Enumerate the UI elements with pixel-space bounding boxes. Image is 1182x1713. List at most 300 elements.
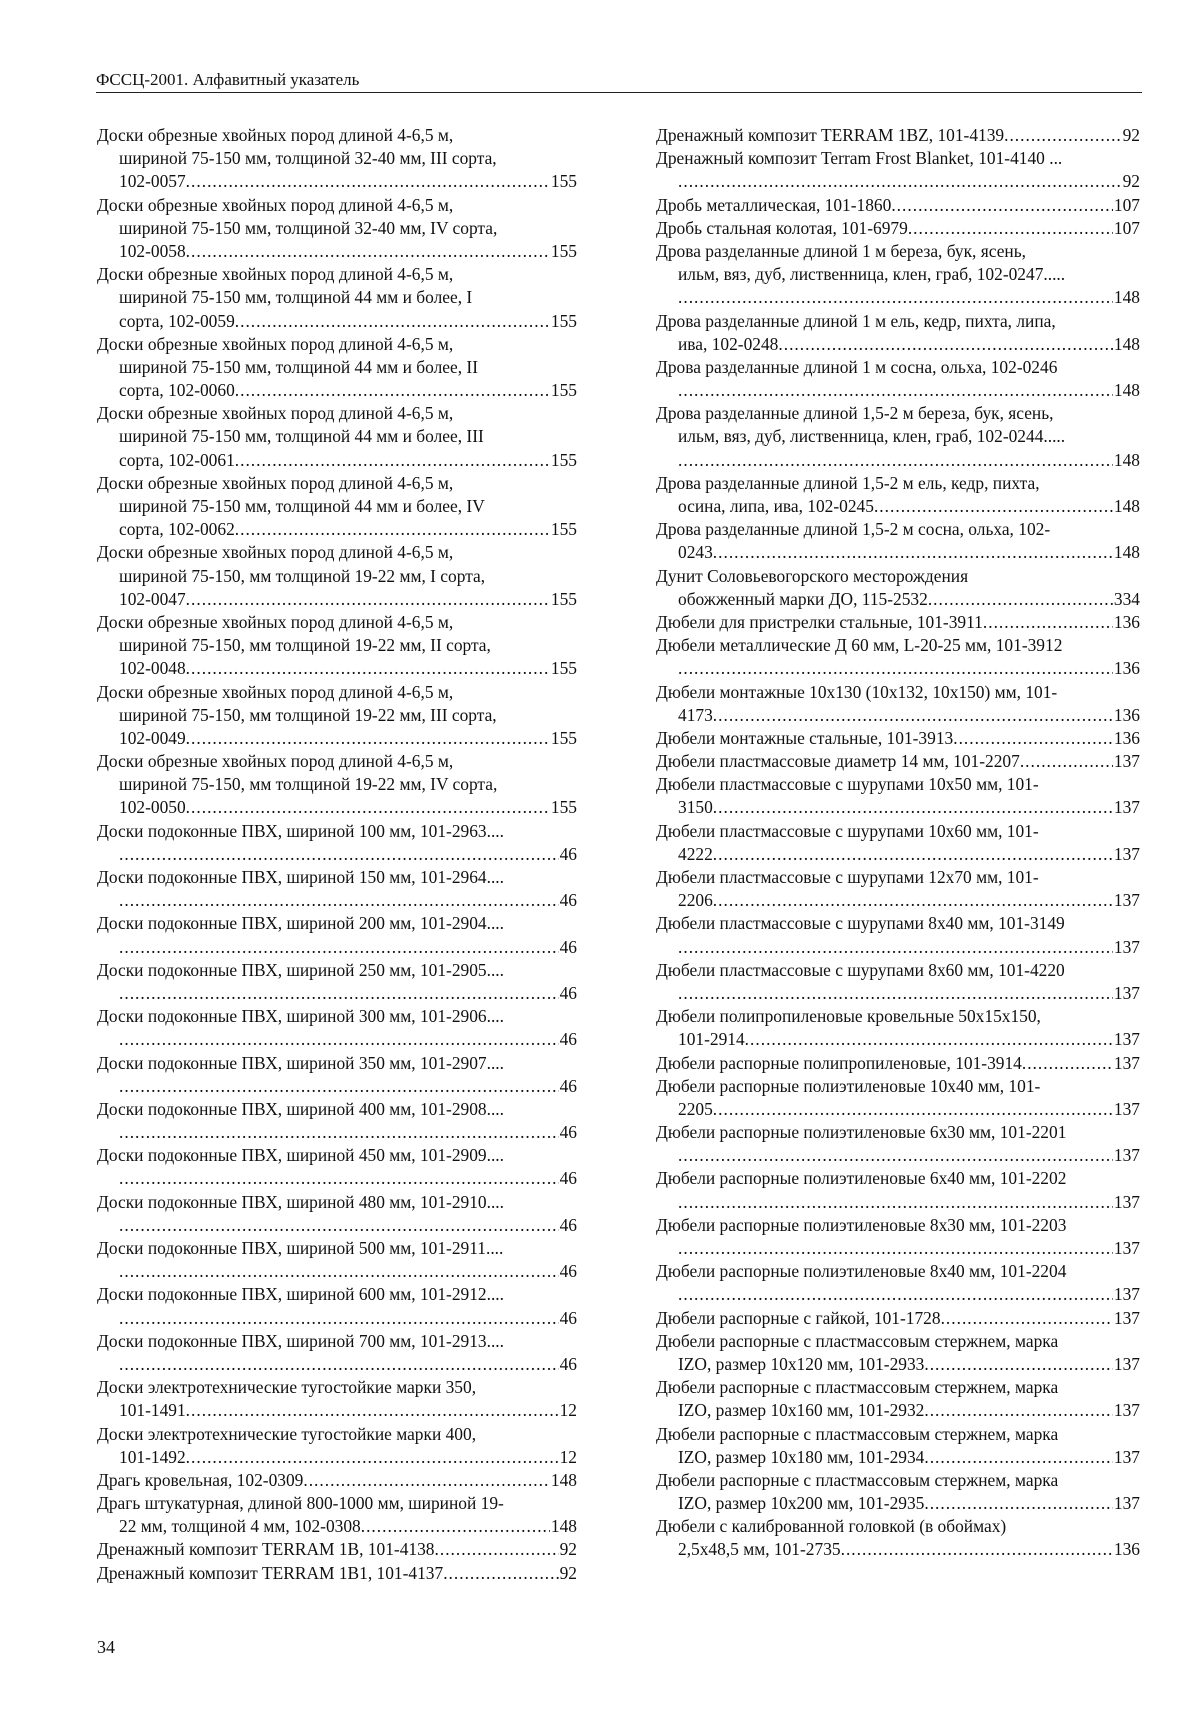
- entry-tail-text: IZO, размер 10x160 мм, 101-2932: [678, 1400, 925, 1421]
- entry-tail-text: Дробь стальная колотая, 101-6979: [656, 217, 908, 238]
- index-column-left: [97, 124, 577, 1585]
- index-entry: [656, 356, 1140, 402]
- entry-page-ref: 136: [1113, 611, 1140, 632]
- entry-page-ref: 137: [1113, 1353, 1140, 1374]
- entry-leader-line: [97, 1214, 577, 1237]
- index-entry: [97, 1492, 577, 1538]
- entry-text-line: Доски подоконные ПВХ, шириной 600 мм, 101-2912....: [97, 1284, 505, 1305]
- index-entry: [656, 1515, 1140, 1561]
- entry-text-line: Доски подоконные ПВХ, шириной 500 мм, 101-2911....: [97, 1238, 504, 1258]
- index-entry: [97, 681, 577, 751]
- index-entry: [656, 1121, 1140, 1167]
- entry-page-ref: 155: [550, 658, 577, 679]
- dot-leader: [678, 1283, 1113, 1306]
- entry-text-line: Доски подоконные ПВХ, шириной 100 мм, 101-2963....: [97, 820, 505, 841]
- entry-leader-line: [97, 982, 577, 1005]
- index-entry: [656, 194, 1140, 217]
- entry-page-ref: 148: [1113, 496, 1140, 516]
- entry-page-ref: 92: [559, 1562, 577, 1583]
- index-entry: [656, 565, 1140, 611]
- entry-text-line: Дрова разделанные длиной 1 м береза, бук, ясень,: [656, 240, 1026, 261]
- index-entry: [97, 1237, 577, 1283]
- entry-text-line: Дрова разделанные длиной 1,5-2 м береза, бук, ясень,: [656, 403, 1054, 424]
- entry-tail-text: 101-1491: [119, 1400, 186, 1421]
- entry-text-line: Доски подоконные ПВХ, шириной 250 мм, 101-2905....: [97, 959, 505, 980]
- entry-leader-line: [656, 1028, 1140, 1051]
- entry-page-ref: 46: [559, 1075, 577, 1096]
- entry-page-ref: 137: [1113, 1446, 1140, 1467]
- entry-text-line: Доски обрезные хвойных пород длиной 4-6,5 м,: [97, 681, 454, 702]
- entry-page-ref: 148: [1113, 287, 1140, 308]
- entry-leader-line: [97, 1167, 577, 1190]
- entry-leader-line: [97, 936, 577, 959]
- index-entry: [97, 1191, 577, 1237]
- entry-page-ref: 148: [1113, 380, 1140, 401]
- entry-tail-text: Дюбели распорные полипропиленовые, 101-3914: [656, 1052, 1022, 1073]
- entry-text-line: Драгь штукатурная, длиной 800-1000 мм, шириной 19-: [97, 1493, 504, 1514]
- index-entry: [656, 1167, 1140, 1213]
- entry-page-ref: 46: [559, 890, 577, 911]
- entry-leader-line: [656, 1353, 1140, 1376]
- entry-leader-line: [656, 1237, 1140, 1260]
- entry-text-line: Дюбели пластмассовые с шурупами 12x70 мм, 101-: [656, 867, 1039, 887]
- entry-leader-line: [97, 518, 577, 541]
- entry-page-ref: 148: [1113, 542, 1140, 563]
- entry-tail-text: Дренажный композит TERRAM 1B, 101-4138: [97, 1539, 435, 1560]
- entry-tail-text: 3150: [678, 797, 713, 818]
- entry-text-line: Дюбели пластмассовые с шурупами 10x50 мм, 101-: [656, 774, 1039, 795]
- index-entry: [656, 1307, 1140, 1330]
- entry-tail-text: Дюбели распорные с гайкой, 101-1728: [656, 1307, 941, 1328]
- index-entry: [656, 750, 1140, 773]
- entry-tail-text: Драгь кровельная, 102-0309: [97, 1469, 304, 1490]
- entry-leader-line: [97, 1562, 577, 1585]
- entry-leader-line: [97, 1469, 577, 1492]
- entry-page-ref: 137: [1113, 1307, 1140, 1328]
- entry-page-ref: 46: [559, 1029, 577, 1050]
- entry-leader-line: [97, 310, 577, 333]
- page-number: 34: [97, 1637, 115, 1657]
- entry-text-line: Дюбели с калиброванной головкой (в обоймах): [656, 1516, 1007, 1537]
- entry-leader-line: [97, 889, 577, 912]
- entry-leader-line: [97, 379, 577, 402]
- dot-leader: [119, 1307, 559, 1330]
- entry-leader-line: [656, 1283, 1140, 1306]
- index-entry: [656, 866, 1140, 912]
- index-entry: [97, 333, 577, 403]
- entry-leader-line: [656, 611, 1140, 634]
- entry-page-ref: 137: [1113, 1238, 1140, 1258]
- entry-page-ref: 92: [559, 1539, 577, 1560]
- entry-tail-text: 4173: [678, 704, 713, 725]
- entry-tail-text: осина, липа, ива, 102-0245: [678, 496, 874, 516]
- entry-tail-text: 102-0048: [119, 658, 186, 679]
- entry-leader-line: [97, 1538, 577, 1561]
- dot-leader: [435, 1538, 559, 1561]
- index-entry: [656, 518, 1140, 564]
- index-entry: [656, 611, 1140, 634]
- entry-page-ref: 46: [559, 1261, 577, 1282]
- entry-page-ref: 155: [550, 797, 577, 818]
- entry-page-ref: 107: [1113, 217, 1140, 238]
- entry-page-ref: 137: [1113, 1029, 1140, 1050]
- entry-leader-line: [656, 1098, 1140, 1121]
- entry-tail-text: 102-0058: [119, 240, 186, 261]
- index-entry: [656, 773, 1140, 819]
- entry-leader-line: [656, 727, 1140, 750]
- entry-text-line: Дунит Соловьевогорского месторождения: [656, 565, 969, 586]
- entry-text-line: шириной 75-150 мм, толщиной 44 мм и более, II: [119, 356, 479, 377]
- index-entry: [97, 1098, 577, 1144]
- entry-leader-line: [656, 286, 1140, 309]
- entry-tail-text: 2206: [678, 890, 713, 911]
- entry-leader-line: [656, 124, 1140, 147]
- entry-tail-text: Дюбели монтажные стальные, 101-3913: [656, 727, 954, 748]
- entry-tail-text: сорта, 102-0060: [119, 380, 235, 401]
- index-entry: [656, 310, 1140, 356]
- entry-text-line: Доски обрезные хвойных пород длиной 4-6,5 м,: [97, 264, 454, 285]
- entry-text-line: Дюбели распорные полиэтиленовые 6x40 мм, 101-2202: [656, 1168, 1067, 1189]
- entry-leader-line: [656, 657, 1140, 680]
- entry-text-line: Доски подоконные ПВХ, шириной 480 мм, 101-2910....: [97, 1191, 505, 1212]
- dot-leader: [713, 843, 1113, 866]
- entry-tail-text: Дюбели для пристрелки стальные, 101-3911: [656, 611, 983, 632]
- entry-text-line: Дюбели распорные с пластмассовым стержнем, марка: [656, 1469, 1059, 1490]
- index-entry: [97, 912, 577, 958]
- dot-leader: [186, 170, 550, 193]
- entry-leader-line: [656, 1307, 1140, 1330]
- dot-leader: [1004, 124, 1122, 147]
- entry-page-ref: 334: [1113, 588, 1140, 609]
- entry-tail-text: 2205: [678, 1098, 713, 1119]
- entry-leader-line: [97, 727, 577, 750]
- entry-text-line: Дюбели распорные полиэтиленовые 8x30 мм, 101-2203: [656, 1214, 1067, 1235]
- entry-leader-line: [97, 240, 577, 263]
- index-entry: [97, 1330, 577, 1376]
- entry-page-ref: 136: [1113, 704, 1140, 725]
- entry-page-ref: 155: [550, 449, 577, 470]
- entry-tail-text: Дренажный композит TERRAM 1BZ, 101-4139: [656, 125, 1005, 145]
- entry-page-ref: 137: [1113, 843, 1140, 864]
- index-entry: [97, 1538, 577, 1561]
- dot-leader: [186, 727, 550, 750]
- entry-text-line: Доски обрезные хвойных пород длиной 4-6,5 м,: [97, 403, 454, 424]
- entry-page-ref: 155: [550, 240, 577, 261]
- index-entry: [656, 959, 1140, 1005]
- entry-leader-line: [97, 1307, 577, 1330]
- dot-leader: [119, 889, 559, 912]
- dot-leader: [678, 379, 1113, 402]
- entry-text-line: шириной 75-150, мм толщиной 19-22 мм, II сорта,: [119, 635, 491, 656]
- entry-text-line: шириной 75-150 мм, толщиной 44 мм и более, III: [119, 426, 484, 447]
- dot-leader: [119, 1167, 559, 1190]
- dot-leader: [443, 1562, 558, 1585]
- dot-leader: [119, 982, 559, 1005]
- dot-leader: [678, 170, 1122, 193]
- entry-text-line: шириной 75-150 мм, толщиной 44 мм и более, IV: [119, 496, 485, 516]
- entry-page-ref: 155: [550, 310, 577, 331]
- entry-page-ref: 137: [1113, 1191, 1140, 1212]
- index-entry: [656, 1376, 1140, 1422]
- entry-text-line: Дюбели пластмассовые с шурупами 8x40 мм, 101-3149: [656, 913, 1065, 934]
- entry-text-line: Доски обрезные хвойных пород длиной 4-6,5 м,: [97, 333, 454, 354]
- entry-leader-line: [97, 449, 577, 472]
- entry-page-ref: 137: [1113, 797, 1140, 818]
- entry-text-line: Доски подоконные ПВХ, шириной 700 мм, 101-2913....: [97, 1330, 505, 1351]
- dot-leader: [778, 333, 1113, 356]
- entry-leader-line: [656, 1052, 1140, 1075]
- entry-page-ref: 136: [1113, 727, 1140, 748]
- entry-page-ref: 46: [559, 982, 577, 1003]
- index-entry: [97, 472, 577, 542]
- entry-text-line: Дюбели полипропиленовые кровельные 50x15x150,: [656, 1006, 1041, 1027]
- entry-leader-line: [97, 843, 577, 866]
- dot-leader: [235, 379, 550, 402]
- entry-page-ref: 46: [559, 1307, 577, 1328]
- entry-text-line: Дюбели распорные полиэтиленовые 10x40 мм, 101-: [656, 1075, 1041, 1096]
- dot-leader: [119, 1260, 559, 1283]
- entry-text-line: Дрова разделанные длиной 1,5-2 м ель, кедр, пихта,: [656, 472, 1040, 493]
- index-entry: [656, 240, 1140, 310]
- dot-leader: [186, 240, 550, 263]
- index-entry: [656, 1052, 1140, 1075]
- dot-leader: [928, 588, 1113, 611]
- dot-leader: [841, 1538, 1113, 1561]
- entry-leader-line: [656, 1399, 1140, 1422]
- entry-text-line: Дюбели распорные с пластмассовым стержнем, марка: [656, 1330, 1059, 1351]
- index-entry: [656, 472, 1140, 518]
- dot-leader: [1022, 1052, 1113, 1075]
- dot-leader: [186, 1446, 559, 1469]
- entry-page-ref: 155: [550, 171, 577, 192]
- entry-leader-line: [97, 1075, 577, 1098]
- entry-text-line: шириной 75-150, мм толщиной 19-22 мм, III сорта,: [119, 704, 497, 725]
- entry-leader-line: [656, 495, 1140, 518]
- entry-text-line: Дренажный композит Terram Frost Blanket, 101-4140 ...: [656, 148, 1063, 169]
- entry-tail-text: 4222: [678, 843, 713, 864]
- index-entry: [97, 1562, 577, 1585]
- index-entry: [656, 402, 1140, 472]
- entry-page-ref: 137: [1113, 1493, 1140, 1514]
- entry-page-ref: 137: [1113, 751, 1140, 772]
- dot-leader: [186, 796, 550, 819]
- dot-leader: [235, 310, 550, 333]
- entry-page-ref: 155: [550, 380, 577, 401]
- dot-leader: [1020, 750, 1113, 773]
- entry-tail-text: 102-0050: [119, 797, 186, 818]
- entry-page-ref: 92: [1122, 171, 1140, 192]
- index-entry: [656, 681, 1140, 727]
- entry-leader-line: [97, 657, 577, 680]
- entry-text-line: Доски обрезные хвойных пород длиной 4-6,5 м,: [97, 611, 454, 632]
- index-entry: [656, 727, 1140, 750]
- entry-tail-text: Дюбели пластмассовые диаметр 14 мм, 101-2207: [656, 751, 1020, 772]
- entry-leader-line: [97, 1121, 577, 1144]
- index-entry: [656, 147, 1140, 193]
- dot-leader: [186, 657, 550, 680]
- index-column-right: [656, 124, 1140, 1562]
- entry-page-ref: 155: [550, 588, 577, 609]
- index-entry: [97, 1144, 577, 1190]
- entry-text-line: Дюбели распорные с пластмассовым стержнем, марка: [656, 1423, 1059, 1444]
- index-entry: [97, 1469, 577, 1492]
- dot-leader: [119, 1353, 559, 1376]
- dot-leader: [713, 796, 1113, 819]
- entry-leader-line: [656, 170, 1140, 193]
- index-entry: [656, 1330, 1140, 1376]
- entry-text-line: ильм, вяз, дуб, лиственница, клен, граб, 102-0244.....: [678, 426, 1066, 447]
- entry-text-line: Доски подоконные ПВХ, шириной 150 мм, 101-2964....: [97, 867, 505, 887]
- entry-text-line: шириной 75-150 мм, толщиной 44 мм и более, I: [119, 287, 473, 308]
- dot-leader: [713, 541, 1113, 564]
- dot-leader: [235, 449, 550, 472]
- entry-leader-line: [656, 217, 1140, 240]
- dot-leader: [924, 1353, 1113, 1376]
- dot-leader: [713, 1098, 1113, 1121]
- entry-page-ref: 46: [559, 1353, 577, 1374]
- dot-leader: [303, 1469, 550, 1492]
- dot-leader: [713, 889, 1113, 912]
- entry-page-ref: 137: [1113, 1400, 1140, 1421]
- entry-page-ref: 12: [559, 1400, 577, 1421]
- entry-page-ref: 12: [559, 1446, 577, 1467]
- entry-page-ref: 46: [559, 843, 577, 864]
- dot-leader: [678, 1191, 1113, 1214]
- dot-leader: [119, 1121, 559, 1144]
- index-entry: [656, 1260, 1140, 1306]
- entry-text-line: Дрова разделанные длиной 1 м сосна, ольха, 102-0246: [656, 356, 1058, 377]
- entry-text-line: Дюбели пластмассовые с шурупами 8x60 мм, 101-4220: [656, 959, 1065, 980]
- entry-tail-text: Дробь металлическая, 101-1860: [656, 194, 892, 215]
- entry-leader-line: [656, 750, 1140, 773]
- entry-page-ref: 137: [1113, 1052, 1140, 1073]
- index-entry: [656, 820, 1140, 866]
- entry-text-line: Доски подоконные ПВХ, шириной 200 мм, 101-2904....: [97, 913, 505, 934]
- index-entry: [656, 1423, 1140, 1469]
- dot-leader: [713, 704, 1113, 727]
- entry-tail-text: IZO, размер 10x200 мм, 101-2935: [678, 1493, 925, 1514]
- dot-leader: [361, 1515, 550, 1538]
- entry-text-line: Доски обрезные хвойных пород длиной 4-6,5 м,: [97, 125, 454, 145]
- entry-leader-line: [656, 588, 1140, 611]
- entry-text-line: Дюбели монтажные 10x130 (10x132, 10x150) мм, 101-: [656, 681, 1058, 702]
- index-entry: [656, 912, 1140, 958]
- dot-leader: [235, 518, 550, 541]
- entry-leader-line: [656, 843, 1140, 866]
- entry-text-line: Доски обрезные хвойных пород длиной 4-6,5 м,: [97, 194, 454, 215]
- entry-leader-line: [656, 333, 1140, 356]
- entry-tail-text: 102-0057: [119, 171, 186, 192]
- entry-text-line: ильм, вяз, дуб, лиственница, клен, граб, 102-0247.....: [678, 264, 1066, 285]
- index-entry: [97, 1005, 577, 1051]
- dot-leader: [745, 1028, 1113, 1051]
- header-title: ФССЦ-2001. Алфавитный указатель: [96, 70, 360, 89]
- entry-leader-line: [656, 1492, 1140, 1515]
- entry-text-line: шириной 75-150 мм, толщиной 32-40 мм, III сорта,: [119, 148, 497, 169]
- index-entry: [97, 866, 577, 912]
- entry-leader-line: [656, 982, 1140, 1005]
- dot-leader: [678, 286, 1113, 309]
- entry-tail-text: IZO, размер 10x180 мм, 101-2934: [678, 1446, 925, 1467]
- dot-leader: [908, 217, 1113, 240]
- entry-tail-text: 102-0047: [119, 588, 186, 609]
- index-entry: [97, 124, 577, 194]
- entry-tail-text: 0243: [678, 542, 713, 563]
- entry-leader-line: [97, 588, 577, 611]
- entry-page-ref: 137: [1113, 982, 1140, 1003]
- running-header: [96, 70, 1142, 94]
- entry-leader-line: [656, 1446, 1140, 1469]
- entry-text-line: шириной 75-150, мм толщиной 19-22 мм, IV сорта,: [119, 774, 498, 795]
- dot-leader: [678, 449, 1113, 472]
- entry-page-ref: 155: [550, 727, 577, 748]
- entry-page-ref: 46: [559, 1168, 577, 1189]
- entry-text-line: Доски подоконные ПВХ, шириной 300 мм, 101-2906....: [97, 1006, 505, 1027]
- dot-leader: [678, 982, 1113, 1005]
- entry-page-ref: 155: [550, 519, 577, 540]
- index-entry: [656, 124, 1140, 147]
- entry-leader-line: [97, 1515, 577, 1538]
- entry-text-line: Дюбели распорные с пластмассовым стержнем, марка: [656, 1377, 1059, 1398]
- index-entry: [656, 1469, 1140, 1515]
- entry-leader-line: [656, 541, 1140, 564]
- entry-page-ref: 137: [1113, 1098, 1140, 1119]
- entry-text-line: Дюбели распорные полиэтиленовые 6x30 мм, 101-2201: [656, 1122, 1067, 1143]
- entry-leader-line: [656, 1538, 1140, 1561]
- dot-leader: [119, 1028, 559, 1051]
- index-entry: [656, 1075, 1140, 1121]
- dot-leader: [924, 1399, 1113, 1422]
- dot-leader: [874, 495, 1113, 518]
- index-entry: [656, 1214, 1140, 1260]
- entry-page-ref: 137: [1113, 890, 1140, 911]
- entry-leader-line: [97, 1399, 577, 1422]
- index-entry: [97, 194, 577, 264]
- entry-leader-line: [656, 704, 1140, 727]
- entry-text-line: Доски подоконные ПВХ, шириной 400 мм, 101-2908....: [97, 1098, 505, 1119]
- entry-tail-text: Дренажный композит TERRAM 1B1, 101-4137: [97, 1562, 444, 1583]
- dot-leader: [678, 657, 1113, 680]
- entry-leader-line: [656, 936, 1140, 959]
- entry-leader-line: [656, 796, 1140, 819]
- index-entry: [97, 263, 577, 333]
- entry-page-ref: 137: [1113, 1145, 1140, 1166]
- entry-page-ref: 137: [1113, 1284, 1140, 1305]
- entry-tail-text: 101-2914: [678, 1029, 745, 1050]
- dot-leader: [983, 611, 1113, 634]
- entry-leader-line: [656, 449, 1140, 472]
- entry-tail-text: 102-0049: [119, 727, 186, 748]
- dot-leader: [119, 1214, 559, 1237]
- entry-leader-line: [656, 194, 1140, 217]
- entry-page-ref: 136: [1113, 658, 1140, 679]
- index-entry: [97, 1052, 577, 1098]
- entry-text-line: шириной 75-150 мм, толщиной 32-40 мм, IV сорта,: [119, 217, 498, 238]
- index-entry: [97, 1376, 577, 1422]
- entry-page-ref: 107: [1113, 194, 1140, 215]
- entry-tail-text: обожженный марки ДО, 115-2532: [678, 588, 928, 609]
- dot-leader: [924, 1446, 1113, 1469]
- header-rule: [96, 92, 1142, 93]
- index-entry: [97, 1283, 577, 1329]
- entry-leader-line: [97, 796, 577, 819]
- dot-leader: [678, 1237, 1113, 1260]
- entry-page-ref: 92: [1122, 125, 1140, 145]
- entry-page-ref: 148: [1113, 449, 1140, 470]
- entry-leader-line: [97, 1260, 577, 1283]
- entry-page-ref: 148: [1113, 333, 1140, 354]
- index-entry: [97, 541, 577, 611]
